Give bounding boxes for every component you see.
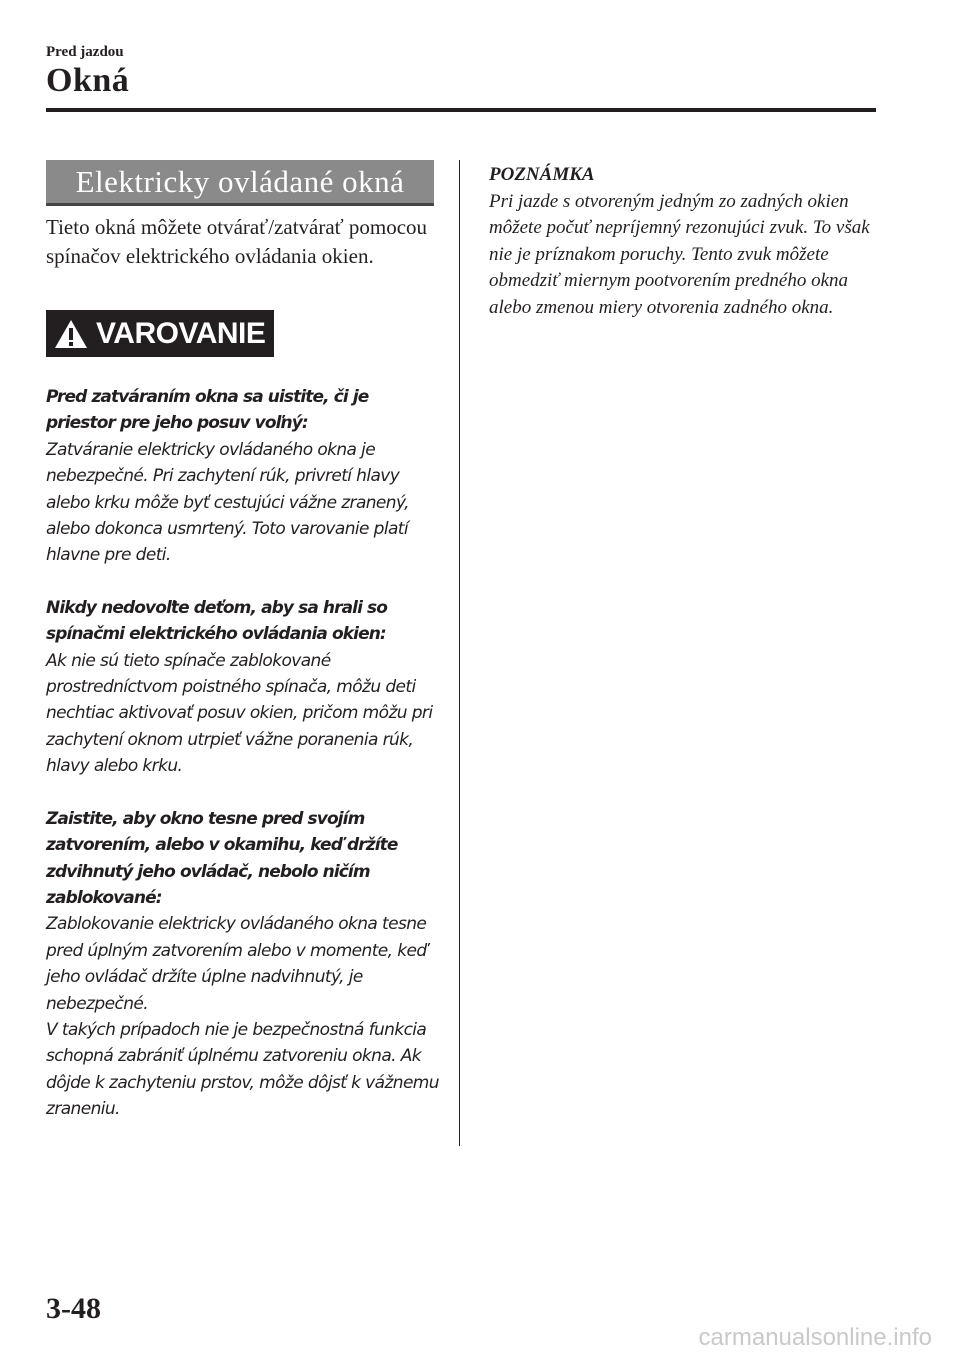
note-text: Pri jazde s otvoreným jedným zo zadných okien môžete počuť nepríjemný rezonujúci zvuk. To však nie je príznakom poruchy. Tento zvuk môžete obmedziť miernym pootvorením predného okna alebo zmenou miery otvorenia zadného okna. bbox=[489, 190, 870, 318]
warning-body: Ak nie sú tieto spínače zablokované prostredníctvom poistného spínača, môžu deti nechtiac aktivovať posuv okien, pričom môžu pri zachytení oknom utrpieť vážne poranenia rúk, hlavy alebo krku. bbox=[46, 650, 433, 777]
warning-heading: Nikdy nedovoľte deťom, aby sa hrali so spínačmi elektrického ovládania okien: bbox=[46, 597, 388, 645]
warning-heading: Zaistite, aby okno tesne pred svojím zatvorením, alebo v okamihu, keď držíte zdvihnutý jeho ovládač, nebolo ničím zablokované: bbox=[46, 808, 398, 908]
note-label: POZNÁMKA bbox=[489, 164, 595, 185]
warning-body-continued: V takých prípadoch nie je bezpečnostná funkcia schopná zabrániť úplnému zatvoreniu okna. Ak dôjde k zachyteniu prstov, môže dôjsť k vážnemu zraneniu. bbox=[46, 1019, 439, 1120]
section-intro: Tieto okná môžete otvárať/zatvárať pomocou spínačov elektrického ovládania okien. bbox=[46, 215, 428, 268]
column-divider bbox=[459, 160, 460, 1146]
warning-block bbox=[46, 595, 441, 780]
header-section-label: Pred jazdou bbox=[46, 44, 124, 60]
warning-block bbox=[46, 384, 441, 569]
warning-heading: Pred zatváraním okna sa uistite, či je priestor pre jeho posuv voľný: bbox=[46, 387, 369, 434]
section-heading: Elektricky ovládané okná bbox=[46, 160, 434, 206]
watermark: carmanualsonline.info bbox=[698, 1324, 932, 1351]
note-box bbox=[489, 162, 889, 322]
warning-block bbox=[46, 806, 441, 1123]
page-number: 3-48 bbox=[46, 1292, 101, 1325]
page-title: Okná bbox=[46, 62, 130, 99]
warning-body: Zablokovanie elektricky ovládaného okna tesne pred úplným zatvorením alebo v momente, keď jeho ovládač držíte úplne nadvihnutý, je nebezpečné. bbox=[46, 914, 427, 1014]
header-divider bbox=[46, 108, 876, 112]
warning-label: VAROVANIE bbox=[96, 316, 266, 350]
warning-content bbox=[46, 384, 441, 1149]
warning-badge bbox=[46, 310, 274, 357]
warning-triangle-icon bbox=[54, 318, 88, 350]
warning-body: Zatváranie elektricky ovládaného okna je nebezpečné. Pri zachytení rúk, privretí hlavy alebo krku môže byť cestujúci vážne zranený, alebo dokonca usmrtený. Toto varovanie platí hlavne pre deti. bbox=[46, 439, 409, 566]
